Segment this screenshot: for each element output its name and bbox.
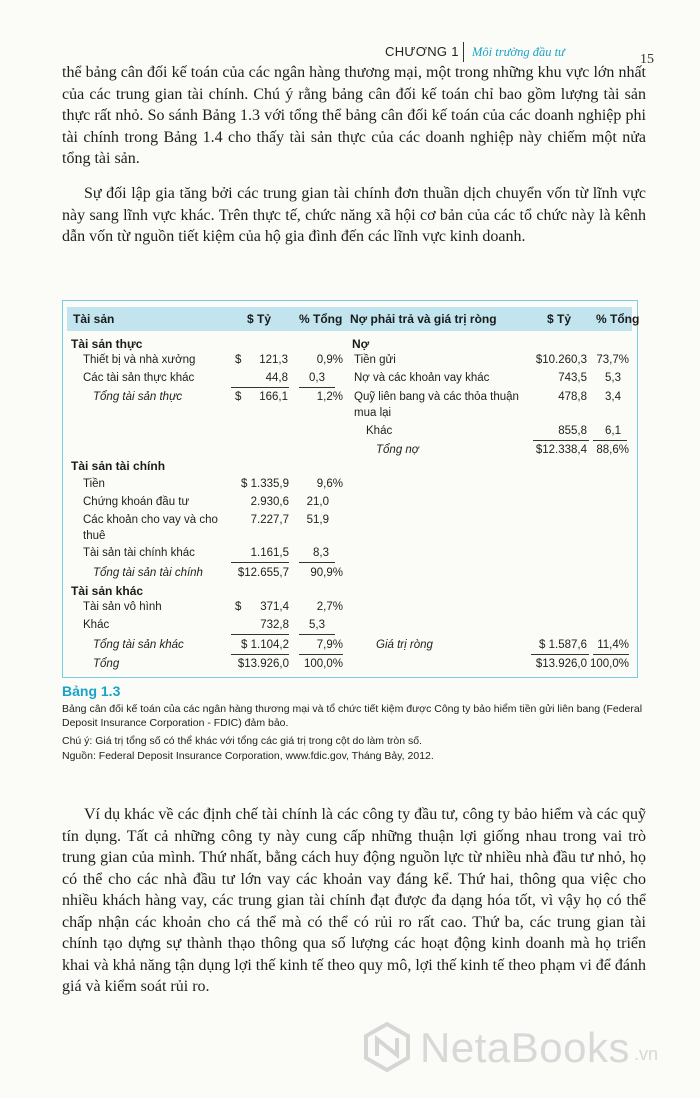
section-real-assets: Tài sản thực: [71, 337, 143, 351]
watermark-suffix: .vn: [634, 1044, 659, 1064]
row-label: Tổng nợ: [376, 444, 419, 456]
row-value: $13.926,0: [535, 658, 587, 670]
underline: [593, 654, 629, 655]
watermark-brand: NetaBooks: [420, 1024, 630, 1071]
row-pct: 51,9: [306, 514, 329, 526]
row-value: 2.930,6: [250, 496, 289, 508]
underline: [593, 440, 627, 441]
underline: [231, 387, 289, 388]
header-liabilities: Nợ phải trả và giá trị ròng: [350, 312, 497, 326]
header-pct-left: % Tổng: [299, 312, 343, 326]
row-pct: 100,0%: [303, 658, 343, 670]
watermark: [362, 1018, 682, 1076]
row-label: Tài sản tài chính khác: [83, 547, 195, 559]
header-divider: [463, 42, 464, 62]
caption-note: Chú ý: Giá trị tổng số có thể khác với tổng các giá trị trong cột do làm tròn số.: [62, 735, 422, 747]
table-caption-title: Bảng 1.3: [62, 683, 121, 699]
section-debt: Nợ: [352, 337, 370, 351]
row-label: Tiền gửi: [354, 354, 396, 366]
row-pct: 11,4%: [597, 639, 629, 651]
row-value: 1.161,5: [250, 547, 289, 559]
row-pct: 100,0%: [589, 658, 629, 670]
row-pct: 7,9%: [316, 639, 343, 651]
row-label: Thiết bị và nhà xưởng: [83, 354, 196, 366]
row-label-cont: mua lại: [354, 407, 392, 419]
row-value: $ 1.104,2: [241, 639, 289, 651]
body-paragraph-2: Sự đối lập gia tăng bởi các trung gian tài chính đơn thuần dịch chuyển vốn từ lĩnh vực này sang lĩnh vực khác. Trên thực tế, chức năng xã hội cơ bản của các tổ chức này là kênh dẫn vốn từ nguồn tiết kiệm của hộ gia đình đến các lĩnh vực kinh doanh.: [62, 185, 646, 245]
running-header: [0, 38, 700, 67]
caption-source: Nguồn: Federal Deposit Insurance Corporation, www.fdic.gov, Tháng Bảy, 2012.: [62, 750, 434, 762]
row-label: Giá trị ròng: [376, 639, 433, 651]
underline: [231, 562, 289, 563]
row-value: 7.227,7: [250, 514, 289, 526]
caption-line: Deposit Insurance Corporation - FDIC) đảm bảo.: [62, 717, 289, 729]
row-label-cont: thuê: [83, 530, 106, 542]
row-value: $12.655,7: [237, 567, 289, 579]
row-label: Quỹ liên bang và các thỏa thuận: [354, 391, 519, 403]
row-value: $13.926,0: [237, 658, 289, 670]
header-assets: Tài sản: [73, 312, 115, 326]
row-label: Các tài sản thực khác: [83, 372, 195, 384]
currency-sign: $: [235, 354, 242, 366]
row-pct: 9,6%: [316, 478, 343, 490]
underline: [299, 634, 335, 635]
header-usd-right: $ Tỷ: [547, 312, 572, 326]
row-value: 371,4: [260, 601, 289, 613]
body-paragraph-3: Ví dụ khác về các định chế tài chính là các công ty đầu tư, công ty bảo hiểm và các quỹ tín dụng. Tất cả những công ty này cung cấp những thuận lợi giống nhau trong vai trò trung gian của mình. Thứ nhất, bằng cách huy động nguồn lực từ nhiều nhà đầu tư nhỏ, họ có thể cho các nhà đầu tư lớn vay các khoản vay đáng kể. Thứ hai, thông qua việc cho nhiều khách hàng vay, các trung gian tài chính đạt được đa dạng hóa tốt, vì vậy họ có thể chấp nhận các khoản cho cá thể mà có thể có rủi ro rất cao. Thứ ba, các trung gian tài chính tạo dựng sự thành thạo thông qua số lượng các hoạt động kinh doanh mà họ triển khai và khả năng tận dụng lợi thế kinh tế theo quy mô, lợi thế kinh tế theo phạm vi để đánh giá và kiểm soát rủi ro.: [62, 806, 646, 995]
row-label: Tài sản vô hình: [83, 601, 162, 613]
currency-sign: $: [235, 601, 242, 613]
row-label: Khác: [366, 425, 393, 437]
underline: [299, 654, 343, 655]
chapter-label: CHƯƠNG 1: [385, 44, 459, 59]
row-label: Tổng tài sản tài chính: [93, 567, 203, 579]
row-label: Tổng tài sản thực: [93, 391, 183, 403]
netabooks-logo-icon: [362, 1022, 412, 1072]
row-value: $10.260,3: [535, 354, 587, 366]
row-value: 732,8: [260, 619, 289, 631]
underline: [533, 440, 589, 441]
row-pct: 5,3: [309, 619, 325, 631]
body-paragraph-1: thể bảng cân đối kế toán của các ngân hàng thương mại, một trong những khu vực lớn nhất của các trung gian tài chính. Chú ý rằng bảng cân đối kế toán chỉ bao gồm lượng tài sản thực rất nhỏ. So sánh Bảng 1.3 với tổng thể bảng cân đối kế toán của các doanh nghiệp phi tài chính trong Bảng 1.4 cho thấy tài sản thực của các doanh nghiệp này chiếm một nửa tổng tài sản.: [62, 64, 646, 167]
row-value: 121,3: [259, 354, 288, 366]
row-pct: 2,7%: [316, 601, 343, 613]
row-pct: 1,2%: [316, 391, 343, 403]
underline: [531, 654, 589, 655]
row-label: Tiền: [83, 478, 105, 490]
row-label: Tổng tài sản khác: [93, 639, 184, 651]
underline: [299, 387, 335, 388]
row-pct: 5,3: [605, 372, 621, 384]
caption-line: Bảng cân đối kế toán của các ngân hàng thương mại và tổ chức tiết kiệm được Công ty bảo hiểm tiền gửi liên bang (Federal: [62, 703, 643, 715]
row-value: $ 1.335,9: [241, 478, 289, 490]
row-label: Tổng: [93, 658, 120, 670]
row-label: Chứng khoán đầu tư: [83, 496, 190, 508]
row-label: Khác: [83, 619, 110, 631]
row-pct: 21,0: [306, 496, 329, 508]
balance-sheet-table: [62, 300, 638, 678]
row-pct: 0,9%: [316, 354, 343, 366]
section-title: Môi trường đầu tư: [472, 45, 565, 59]
row-value: 743,5: [558, 372, 587, 384]
page-number: 15: [640, 52, 654, 67]
section-other-assets: Tài sản khác: [71, 584, 144, 598]
row-label: Các khoản cho vay và cho: [83, 514, 218, 526]
row-pct: 88,6%: [596, 444, 629, 456]
row-value: 478,8: [558, 391, 587, 403]
row-pct: 8,3: [313, 547, 329, 559]
header-usd-left: $ Tỷ: [247, 312, 272, 326]
row-value: 44,8: [265, 372, 288, 384]
row-pct: 6,1: [605, 425, 621, 437]
underline: [231, 654, 289, 655]
row-value: 166,1: [259, 391, 288, 403]
underline: [299, 562, 335, 563]
header-pct-right: % Tổng: [596, 312, 640, 326]
underline: [231, 634, 289, 635]
row-value: 855,8: [558, 425, 587, 437]
row-value: $ 1.587,6: [539, 639, 587, 651]
row-pct: 73,7%: [596, 354, 629, 366]
row-pct: 3,4: [605, 391, 621, 403]
row-pct: 90,9%: [310, 567, 343, 579]
currency-sign: $: [235, 391, 242, 403]
row-label: Nợ và các khoản vay khác: [354, 372, 490, 384]
section-financial-assets: Tài sản tài chính: [71, 459, 166, 473]
row-pct: 0,3: [309, 372, 325, 384]
row-value: $12.338,4: [535, 444, 587, 456]
